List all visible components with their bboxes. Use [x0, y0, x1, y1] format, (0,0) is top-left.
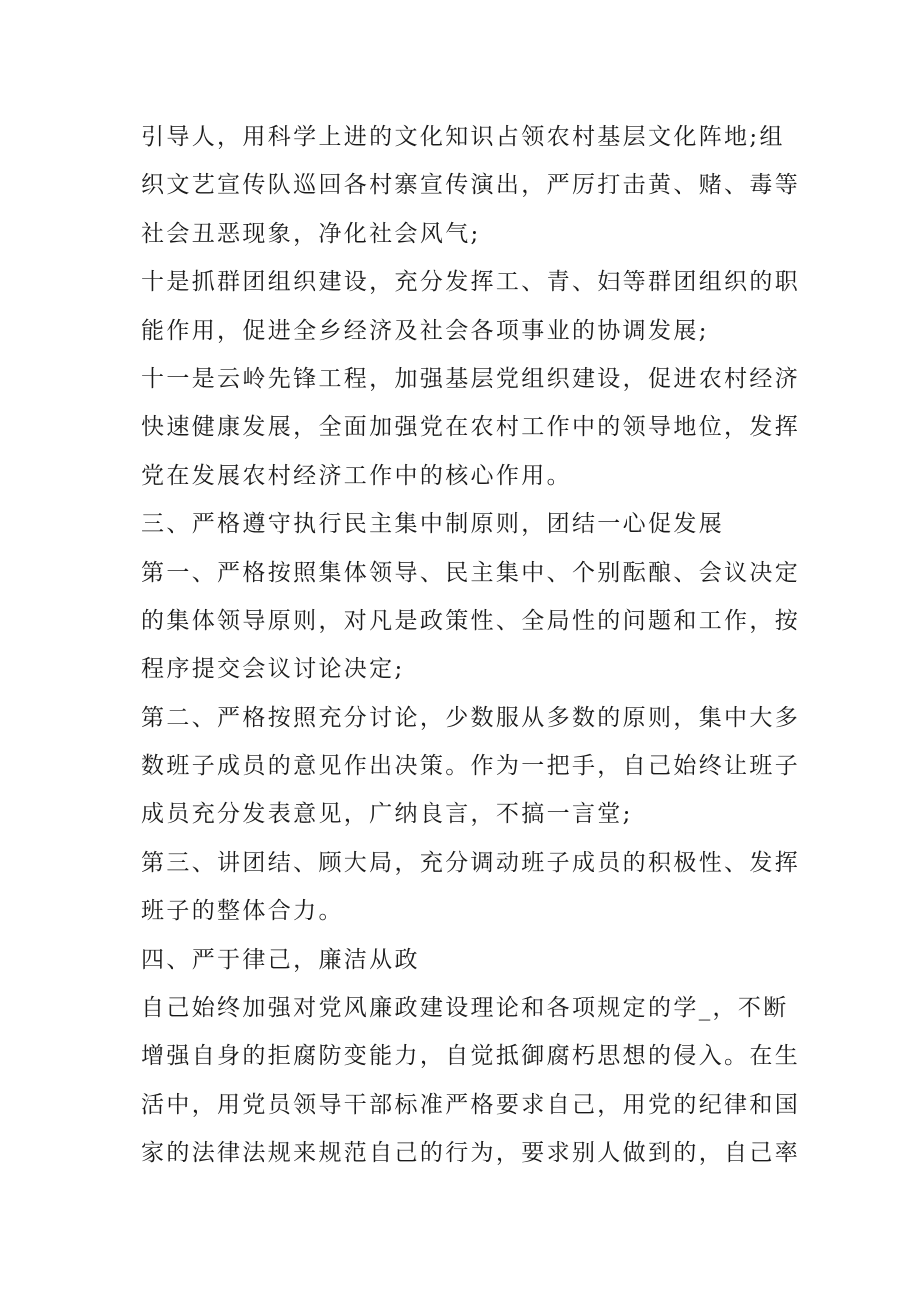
text-line: 自己始终加强对党风廉政建设理论和各项规定的学_，不断: [141, 995, 789, 1022]
text-line: 班子的整体合力。: [141, 898, 344, 925]
text-line: 快速健康发展，全面加强党在农村工作中的领导地位，发挥: [141, 414, 801, 441]
text-line: 的集体领导原则，对凡是政策性、全局性的问题和工作，按: [141, 607, 801, 634]
text-line: 活中，用党员领导干部标准严格要求自己，用党的纪律和国: [141, 1091, 801, 1118]
text-line: 第一、严格按照集体领导、民主集中、个别酝酿、会议决定: [141, 559, 801, 586]
text-line: 第二、严格按照充分讨论，少数服从多数的原则，集中大多: [141, 704, 801, 731]
text-line: 引导人，用科学上进的文化知识占领农村基层文化阵地;组: [141, 124, 785, 150]
text-line: 第三、讲团结、顾大局，充分调动班子成员的积极性、发挥: [141, 849, 801, 876]
text-line: 十一是云岭先锋工程，加强基层党组织建设，促进农村经济: [141, 365, 801, 392]
text-line: 成员充分发表意见，广纳良言，不搞一言堂;: [141, 801, 633, 828]
text-line: 能作用，促进全乡经济及社会各项事业的协调发展;: [141, 317, 709, 344]
text-line: 程序提交会议讨论决定;: [141, 656, 405, 683]
text-line: 社会丑恶现象，净化社会风气;: [141, 220, 481, 247]
text-line: 十是抓群团组织建设，充分发挥工、青、妇等群团组织的职: [141, 269, 801, 296]
text-line: 增强自身的拒腐防变能力，自觉抵御腐朽思想的侵入。在生: [141, 1043, 801, 1070]
text-line: 数班子成员的意见作出决策。作为一把手，自己始终让班子: [141, 753, 801, 780]
section-heading: 四、严于律己，廉洁从政: [141, 946, 420, 973]
section-heading: 三、严格遵守执行民主集中制原则，团结一心促发展: [141, 511, 725, 538]
text-line: 党在发展农村经济工作中的核心作用。: [141, 462, 572, 489]
document-body: [141, 113, 801, 1178]
text-line: 家的法律法规来规范自己的行为，要求别人做到的，自己率: [141, 1140, 801, 1167]
text-line: 织文艺宣传队巡回各村寨宣传演出，严厉打击黄、赌、毒等: [141, 172, 801, 199]
